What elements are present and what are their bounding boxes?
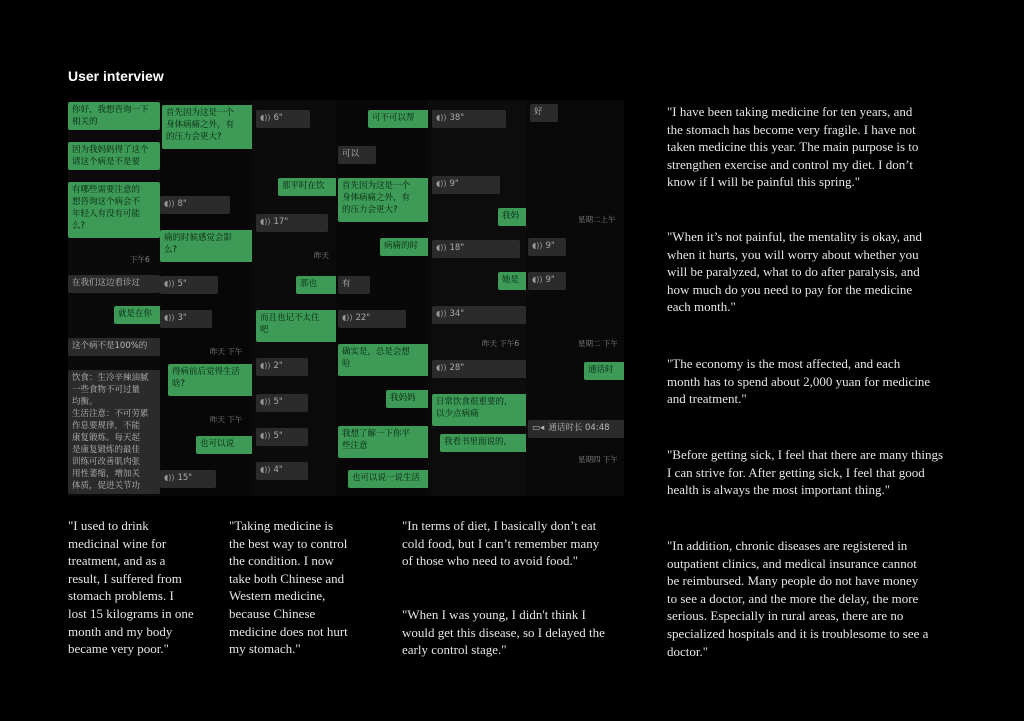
voice-message [432,176,500,194]
voice-duration: 4" [273,465,283,475]
voice-wave-icon: ◖)) [532,275,543,284]
voice-message [160,310,212,328]
voice-duration: 6" [273,113,283,123]
voice-wave-icon: ◖)) [164,279,175,288]
voice-wave-icon: ◖)) [436,309,447,318]
voice-wave-icon: ◖)) [164,313,175,322]
voice-message [338,310,406,328]
voice-wave-icon: ◖)) [260,465,271,474]
voice-duration: 18" [449,243,465,253]
chat-timestamp: 昨天 下午6 [482,339,520,348]
chat-timestamp: 昨天 下午 [210,347,243,356]
chat-bubble: 得病前后觉得生活 啥? [168,364,252,396]
chat-bubble: 这个病不是100%的 [68,338,160,356]
chat-strip-2 [160,100,252,496]
voice-wave-icon: ◖)) [436,113,447,122]
voice-duration: 38" [449,113,465,123]
voice-wave-icon: ◖)) [164,199,175,208]
voice-duration: 28" [449,363,465,373]
voice-duration: 5" [273,397,283,407]
video-call-icon: ▭◂ [532,423,545,433]
voice-message [432,306,528,324]
chat-bubble: 因为我妈妈得了这个 请这个病是不是要 [68,142,160,170]
voice-wave-icon: ◖)) [260,431,271,440]
quote-text: "When I was young, I didn't think I would get this disease, so I delayed the early control stage." [402,607,605,658]
voice-wave-icon: ◖)) [260,217,271,226]
chat-timestamp: 星期二上午 [578,215,616,224]
quote-text: "I used to drink medicinal wine for treatment, and as a result, I suffered from stomach problems. I lost 15 kilograms in one month and my body became very poor." [68,518,194,657]
chat-bubble: 就是在你 [114,306,160,324]
voice-message [256,214,328,232]
voice-duration: 15" [177,473,193,483]
chat-bubble: 饮食：生冷辛辣油腻 一些食物不可过量 均衡。 生活注意：不可劳累 作息要规律，不能 康复锻炼。每天起 是康复锻炼的最佳 训练可改善肌肉张 用性萎缩，增加关 体质，促进关节功 [68,370,160,494]
voice-message [528,238,566,256]
voice-duration: 5" [273,431,283,441]
chat-bubble: 日常饮食很重要的， 以少点病痛 [432,394,528,426]
chat-bubble: 可不可以帮 [368,110,436,128]
chat-bubble: 你好，我想咨询一下 相关的 [68,102,160,130]
chat-bubble: 有哪些需要注意的 想咨询这个病会不 年轻人有没有可能 么? [68,182,160,238]
voice-duration: 8" [177,199,187,209]
quote-text: "In addition, chronic diseases are registered in outpatient clinics, and medical insurance cannot be reimbursed. Many people do not have money to see a doctor, and the more the delay, the more serious. Especially in rural areas, there are no specialized hospitals and it is troublesome to see a doctor." [667,538,929,659]
chat-bubble: 也可以说 [196,436,252,454]
voice-message [256,358,308,376]
voice-message [160,470,216,488]
voice-wave-icon: ◖)) [342,313,353,322]
voice-message [528,272,566,290]
call-duration-text: 通话时长 04:48 [548,423,610,433]
voice-duration: 9" [545,275,555,285]
chat-bubble: 而且也记不太住 吧 [256,310,344,342]
voice-duration: 9" [449,179,459,189]
voice-duration: 3" [177,313,187,323]
voice-duration: 9" [545,241,555,251]
voice-wave-icon: ◖)) [260,113,271,122]
quote-text: "In terms of diet, I basically don’t eat cold food, but I can’t remember many of those who need to avoid food." [402,518,600,569]
chat-bubble: 在我们这边看诊过 [68,275,160,293]
voice-wave-icon: ◖)) [532,241,543,250]
chat-bubble: 好 [530,104,558,122]
voice-duration: 22" [355,313,371,323]
voice-message [160,196,230,214]
voice-wave-icon: ◖)) [436,179,447,188]
voice-message [256,462,308,480]
voice-message [256,428,308,446]
quote-text: "Before getting sick, I feel that there are many things I can strive for. After getting sick, I feel that good health is always the most important thing." [667,447,944,498]
voice-duration: 2" [273,361,283,371]
voice-duration: 34" [449,309,465,319]
voice-message [256,394,308,412]
chat-strip-6 [526,100,624,496]
chat-timestamp: 昨天 [314,251,329,260]
chat-bubble: 可以 [338,146,376,164]
chat-bubble: 我妈妈 [386,390,436,408]
chat-bubble: 痛的时候感觉会影 么? [160,230,252,262]
chat-bubble: 确实是，总是会想 哈 [338,344,436,376]
voice-wave-icon: ◖)) [436,363,447,372]
chat-strip-5 [428,100,528,496]
call-duration-record [528,420,624,438]
chat-bubble: 她是 [498,272,528,290]
chat-bubble: 病痛的时 [380,238,436,256]
voice-wave-icon: ◖)) [164,473,175,482]
chat-timestamp: 星期四 下午 [578,455,618,464]
chat-bubble: 那也 [296,276,344,294]
chat-timestamp: 星期二 下午 [578,339,618,348]
page-title: User interview [68,68,164,84]
voice-duration: 5" [177,279,187,289]
chat-bubble: 首先因为这是一个 身体病痛之外，有 的压力会更大? [162,105,252,149]
chat-bubble: 那平时在饮 [278,178,344,196]
chat-bubble: 通话时 [584,362,624,380]
quote-text: "The economy is the most affected, and each month has to spend about 2,000 yuan for medicine and treatment." [667,356,931,407]
voice-wave-icon: ◖)) [260,397,271,406]
voice-wave-icon: ◖)) [260,361,271,370]
chat-bubble: 我妈 [498,208,528,226]
voice-duration: 17" [273,217,289,227]
chat-bubble: 有 [338,276,370,294]
quote-text: "Taking medicine is the best way to control the condition. I now take both Chinese and Western medicine, because Chinese medicine does not hurt my stomach." [229,518,348,657]
chat-screenshot-collage [68,100,624,496]
chat-strip-3 [252,100,344,496]
quote-text: "I have been taking medicine for ten years, and the stomach has become very fragile. I have not taken medicine this year. The main purpose is to strengthen exercise and control my diet. I don’t know if I will be painful this spring." [667,104,919,190]
voice-wave-icon: ◖)) [436,243,447,252]
chat-strip-4 [336,100,436,496]
quote-text: "When it’s not painful, the mentality is okay, and when it hurts, you will worry about whether you will be paralyzed, what to do after paralysis, and how much do you need to pay for the medicine each month." [667,229,923,315]
chat-bubble: 我想了解一下你平 些注意 [338,426,436,458]
voice-message [432,110,506,128]
chat-bubble: 我看书里面说的， [440,434,528,452]
voice-message [160,276,218,294]
voice-message [256,110,310,128]
chat-timestamp: 昨天 下午 [210,415,243,424]
chat-bubble: 首先因为这是一个 身体病痛之外，有 的压力会更大? [338,178,436,222]
chat-timestamp: 下午6 [130,255,150,264]
voice-message [432,240,520,258]
voice-message [432,360,528,378]
chat-strip-1 [68,100,160,496]
chat-bubble: 也可以说一说生活 [348,470,436,488]
